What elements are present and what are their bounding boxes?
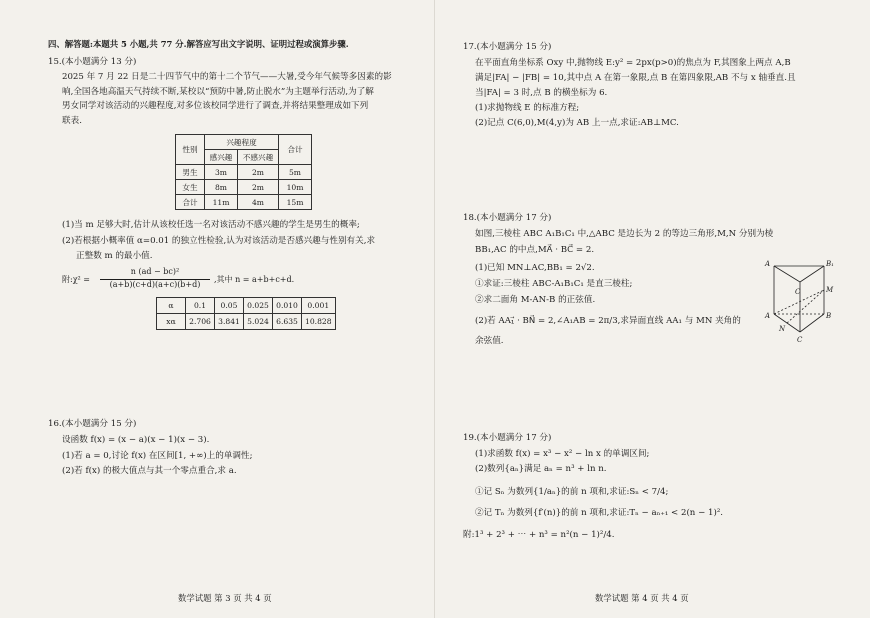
footer-page-3: 数学试题 第 3 页 共 4 页	[178, 593, 272, 603]
interested-header: 感兴趣	[205, 150, 238, 165]
table-cell: 3m	[205, 165, 238, 180]
table-cell: 15m	[279, 195, 312, 210]
q15-line-1: 2025 年 7 月 22 日是二十四节气中的第十二个节气——大暑,受今年气候等多因素的影	[62, 72, 392, 82]
table-cell: xα	[157, 314, 186, 330]
q19-part-1: (1)求函数 f(x) = x³ − x² − ln x 的单调区间;	[475, 449, 650, 459]
q18-part-2-cont: 余弦值.	[475, 336, 504, 346]
q16-line-2: (1)若 a = 0,讨论 f(x) 在区间[1, +∞)上的单调性;	[62, 451, 253, 461]
table-cell: 2m	[238, 165, 279, 180]
q16-heading: 16.(本小题满分 15 分)	[48, 419, 137, 429]
table-row	[176, 180, 312, 195]
q19-appendix: 附:1³ + 2³ + ⋯ + n³ = n²(n − 1)²/4.	[463, 530, 615, 540]
table-cell: 3.841	[215, 314, 244, 330]
contingency-table	[175, 134, 312, 210]
critical-value-table	[156, 297, 336, 330]
table-cell: 6.635	[273, 314, 302, 330]
footer-page-4: 数学试题 第 4 页 共 4 页	[595, 593, 689, 603]
q18-part-2: (2)若 AA₁⃗ · BN⃗ = 2,∠A₁AB = 2π/3,求异面直线 AA₁ 与 MN 夹角的	[475, 316, 741, 326]
q17-line-1: 在平面直角坐标系 Oxy 中,抛物线 E:y² = 2px(p>0)的焦点为 F,其图象上两点 A,B	[475, 58, 791, 68]
q19-part-2: (2)数列{aₙ}满足 aₙ = n³ + ln n.	[475, 464, 607, 474]
q16-line-3: (2)若 f(x) 的极大值点与其一个零点重合,求 a.	[62, 466, 237, 476]
figure-label: A	[765, 312, 771, 320]
exam-page-4	[435, 0, 870, 618]
table-cell: 2.706	[186, 314, 215, 330]
q18-line-2: BB₁,AC 的中点,MA⃗ · BC⃗ = 2.	[475, 245, 595, 255]
q15-line-2: 响,全国各地高温天气持续不断,某校以“预防中暑,防止脱水”为主题举行活动,为了解	[62, 87, 374, 97]
q15-part-2: (2)若根据小概率值 α=0.01 的独立性检验,认为对该活动是否感兴趣与性别有关,求	[62, 236, 376, 246]
q18-part-1: (1)已知 MN⊥AC,BB₁ = 2√2.	[475, 263, 595, 273]
q18-part-1-ii: ②求二面角 M-AN-B 的正弦值.	[475, 295, 596, 305]
table-cell: 0.001	[302, 298, 336, 314]
q19-part-2-i: ①记 Sₙ 为数列{1/aₙ}的前 n 项和,求证:Sₙ < 7/4;	[475, 487, 669, 497]
table-cell: α	[157, 298, 186, 314]
table-row	[176, 195, 312, 210]
table-cell: 5.024	[244, 314, 273, 330]
figure-label: B₁	[826, 260, 834, 268]
table-cell: 2m	[238, 180, 279, 195]
q15-heading: 15.(本小题满分 13 分)	[48, 57, 137, 67]
prism-figure	[762, 258, 854, 344]
q15-part-1: (1)当 m 足够大时,估计从该校任选一名对该活动不感兴趣的学生是男生的概率;	[62, 220, 360, 230]
table-cell: 男生	[176, 165, 205, 180]
q17-part-2: (2)记点 C(6,0),M(4,y)为 AB 上一点,求证:AB⊥MC.	[475, 118, 679, 128]
figure-label: C	[795, 288, 801, 296]
total-header: 合计	[279, 135, 312, 165]
table-row	[157, 314, 336, 330]
formula-prefix: 附:χ² =	[62, 275, 90, 284]
edge-c1b1	[800, 266, 824, 282]
table-row	[157, 298, 336, 314]
q19-part-2-ii: ②记 Tₙ 为数列{f′(n)}的前 n 项和,求证:Tₙ − aₙ₊₁ < 2(n − 1)².	[475, 508, 723, 518]
table-cell: 11m	[205, 195, 238, 210]
q16-line-1: 设函数 f(x) = (x − a)(x − 1)(x − 3).	[62, 435, 210, 445]
q18-heading: 18.(本小题满分 17 分)	[463, 213, 552, 223]
interest-header: 兴趣程度	[205, 135, 279, 150]
figure-label: C	[797, 336, 803, 344]
q15-part-2-cont: 正整数 m 的最小值.	[76, 251, 153, 261]
formula-denominator: (a+b)(c+d)(a+c)(b+d)	[109, 280, 201, 289]
table-cell: 5m	[279, 165, 312, 180]
formula-numerator: n (ad − bc)²	[130, 267, 180, 276]
table-row	[176, 165, 312, 180]
gender-header: 性别	[176, 135, 205, 165]
q18-line-1: 如图,三棱柱 ABC A₁B₁C₁ 中,△ABC 是边长为 2 的等边三角形,M,N 分别为棱	[475, 229, 774, 239]
table-cell: 10m	[279, 180, 312, 195]
q17-part-1: (1)求抛物线 E 的标准方程;	[475, 103, 580, 113]
q19-heading: 19.(本小题满分 17 分)	[463, 433, 552, 443]
q17-line-2: 满足|FA| − |FB| = 10,其中点 A 在第一象限,点 B 在第四象限,AB 不与 x 轴垂直.且	[475, 73, 796, 83]
figure-label: N	[779, 325, 786, 333]
q15-line-4: 联表.	[62, 116, 82, 126]
table-cell: 0.05	[215, 298, 244, 314]
figure-label: A	[765, 260, 771, 268]
edge-a1c1	[774, 266, 800, 282]
not-interested-header: 不感兴趣	[238, 150, 279, 165]
table-cell: 女生	[176, 180, 205, 195]
q18-part-1-i: ①求证:三棱柱 ABC-A₁B₁C₁ 是直三棱柱;	[475, 279, 633, 289]
formula-suffix: ,其中 n = a+b+c+d.	[214, 275, 295, 284]
figure-label: B	[826, 312, 832, 320]
table-cell: 8m	[205, 180, 238, 195]
table-cell: 0.025	[244, 298, 273, 314]
table-cell: 合计	[176, 195, 205, 210]
edge-cb	[800, 314, 824, 332]
table-cell: 0.010	[273, 298, 302, 314]
q17-heading: 17.(本小题满分 15 分)	[463, 42, 552, 52]
q15-line-3: 男女同学对该活动的兴趣程度,对多位该校同学进行了调查,并将结果整理成如下列	[62, 101, 369, 111]
table-cell: 10.828	[302, 314, 336, 330]
q17-line-3: 当|FA| = 3 时,点 B 的横坐标为 6.	[475, 88, 608, 98]
section-header: 四、解答题:本题共 5 小题,共 77 分.解答应写出文字说明、证明过程或演算步骤.	[48, 39, 349, 49]
figure-label: M	[826, 286, 834, 294]
table-cell: 4m	[238, 195, 279, 210]
table-cell: 0.1	[186, 298, 215, 314]
